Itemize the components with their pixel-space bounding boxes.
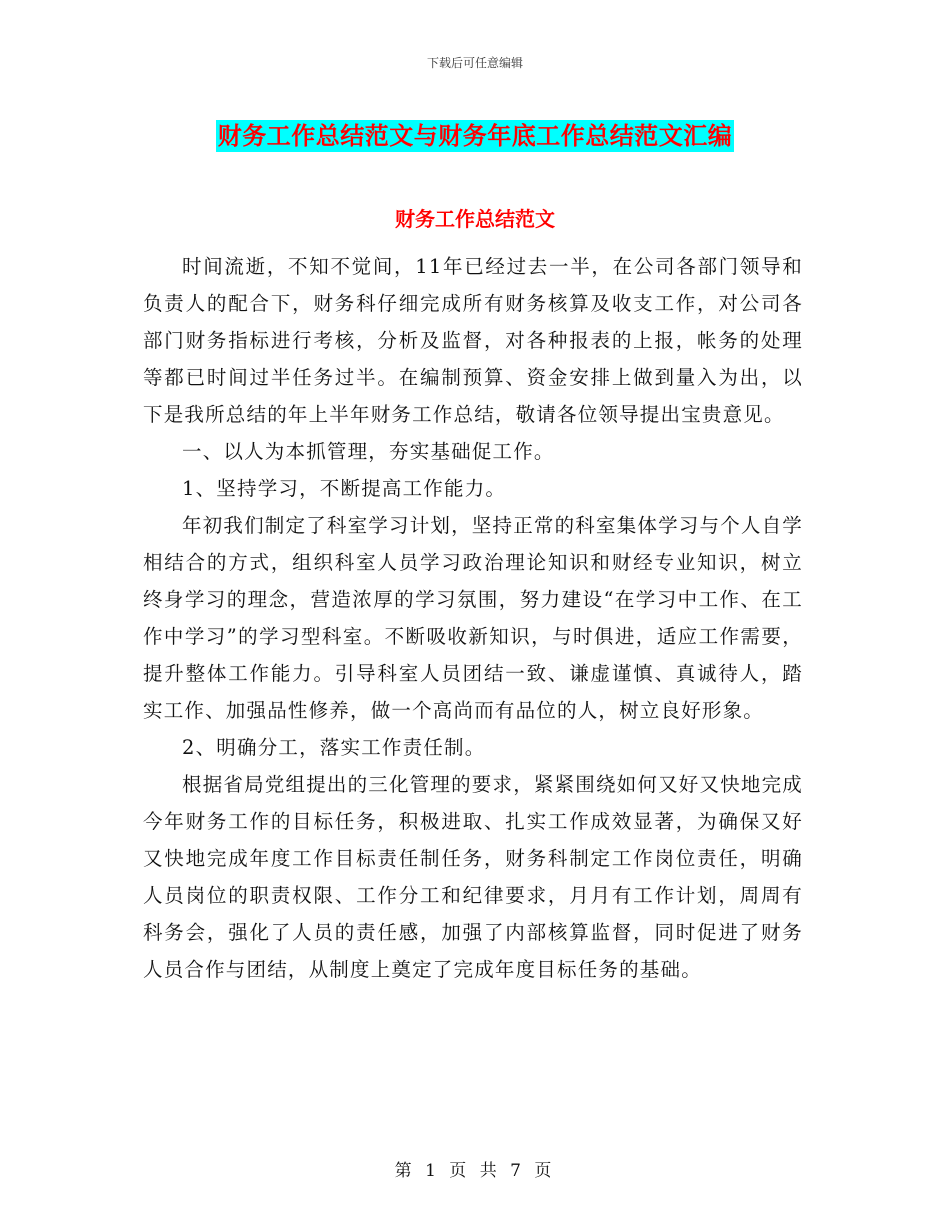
paragraph: 1、坚持学习，不断提高工作能力。 xyxy=(182,477,507,500)
document-body xyxy=(143,248,803,988)
document-title xyxy=(0,114,950,152)
paragraph: 一、以人为本抓管理，夯实基础促工作。 xyxy=(182,440,555,463)
paragraph: 2、明确分工，落实工作责任制。 xyxy=(182,736,486,759)
page-footer: 第 1 页 共 7 页 xyxy=(394,1161,556,1181)
header-note: 下载后可任意编辑 xyxy=(426,56,523,70)
paragraph: 年初我们制定了科室学习计划，坚持正常的科室集体学习与个人自学相结合的方式，组织科室人员学习政治理论知识和财经专业知识，树立终身学习的理念，营造浓厚的学习氛围，努力建设“在学习中工作、在工作中学习”的学习型科室。不断吸收新知识，与时俱进，适应工作需要，提升整体工作能力。引导科室人员团结一致、谦虚谨慎、真诚待人，踏实工作、加强品性修养，做一个高尚而有品位的人，树立良好形象。 xyxy=(143,514,804,722)
document-title-text: 财务工作总结范文与财务年底工作总结范文汇编 xyxy=(217,122,733,150)
section-title: 财务工作总结范文 xyxy=(395,207,555,231)
paragraph: 时间流逝，不知不觉间，11年已经过去一半，在公司各部门领导和负责人的配合下，财务科仔细完成所有财务核算及收支工作，对公司各部门财务指标进行考核，分析及监督，对各种报表的上报，帐务的处理等都已时间过半任务过半。在编制预算、资金安排上做到量入为出，以下是我所总结的年上半年财务工作总结，敬请各位领导提出宝贵意见。 xyxy=(143,255,803,426)
paragraph: 根据省局党组提出的三化管理的要求，紧紧围绕如何又好又快地完成今年财务工作的目标任务，积极进取、扎实工作成效显著，为确保又好又快地完成年度工作目标责任制任务，财务科制定工作岗位责任，明确人员岗位的职责权限、工作分工和纪律要求，月月有工作计划，周周有科务会，强化了人员的责任感，加强了内部核算监督，同时促进了财务人员合作与团结，从制度上奠定了完成年度目标任务的基础。 xyxy=(143,773,804,981)
